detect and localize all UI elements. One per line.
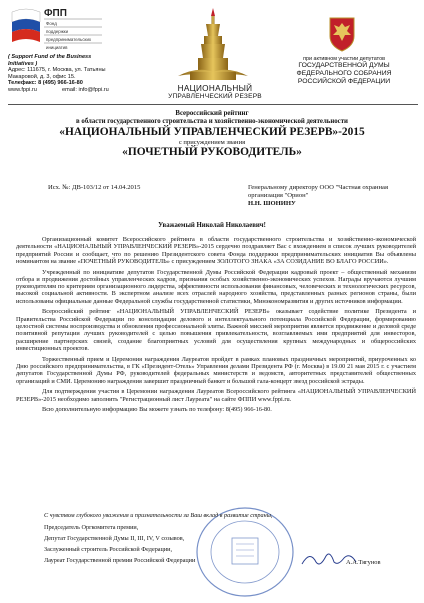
heading-line-2: в области государственного строительства и хозяйственно-экономической деятельности — [76, 118, 348, 125]
signatory-title: Председатель Оргкомитета премии, — [44, 524, 139, 531]
double-eagle-emblem-icon — [327, 14, 357, 52]
russian-flag-icon — [12, 9, 40, 42]
signatory-title: Лауреат Государственной премии Российской Федерации — [44, 557, 196, 564]
greeting: Уважаемый Николай Николаевич! — [158, 222, 266, 229]
addressee — [248, 184, 416, 208]
closing-line: С чувством глубокого уважения и признательности за Ваш вклад в развитие страны, — [44, 512, 273, 519]
fond-logo — [8, 6, 104, 52]
heading-award-pre: с присуждением звания — [178, 138, 246, 146]
duma-line-3: РОССИЙСКОЙ ФЕДЕРАЦИИ — [297, 78, 391, 85]
heading-title: «НАЦИОНАЛЬНЫЙ УПРАВЛЕНЧЕСКИЙ РЕЗЕРВ»-2015 — [59, 126, 365, 138]
center-title — [150, 84, 280, 100]
signatory-titles — [44, 522, 195, 566]
fond-logo-letters: ФПП — [44, 8, 67, 19]
addressee-line-1: Генеральному директору ООО "Частная охранная — [248, 184, 389, 191]
paragraph: Для подтверждения участия в Церемонии награждения Лауреатов Всероссийского рейтинга «НАЦИОНАЛЬНЫЙ УПРАВЛЕНЧЕСКИЙ РЕЗЕРВ»-2015 необходимо заполнить "Регистрационный лист Лауреата" на сайте ФППИ www.fppi.ru. — [16, 388, 416, 403]
addressee-name: Н.Н. ШОНИНУ — [248, 200, 296, 207]
heading-award: «ПОЧЕТНЫЙ РУКОВОДИТЕЛЬ» — [122, 146, 302, 158]
svg-text:Фонд: Фонд — [46, 21, 57, 26]
fond-address-1: Адрес: 111675, г. Москва, ул. Татьяны — [8, 67, 106, 74]
outgoing-reference: Исх. №: ДВ-103/12 от 14.04.2015 — [48, 184, 141, 191]
svg-text:поддержки: поддержки — [46, 29, 69, 34]
paragraph: Всю дополнительную информацию Вы можете узнать по телефону: 8(495) 966-16-80. — [42, 406, 272, 414]
paragraph: Всероссийский рейтинг «НАЦИОНАЛЬНЫЙ УПРАВЛЕНЧЕСКИЙ РЕЗЕРВ» оказывает содействие политике Президента и Правительства Российской Федерации по консолидации делового и интеллектуального потенциала Российской Федерации, формированию целостной системы воспроизводства и обновления профессиональной элиты. Важной миссией мероприятия является продвижение и деловой среде позитивной репутации лучших руководителей с целью повышения привлекательности, возглавляемых ими предприятий для инвесторов, расширение партнерских связей, создание благоприятных условий для осуществления крупных международных и общероссийских инвестиционных проектов. — [16, 308, 416, 352]
duma-line-1: ГОСУДАРСТВЕННОЙ ДУМЫ — [298, 62, 390, 69]
svg-text:инициатив: инициатив — [46, 45, 68, 50]
signatory-title: Депутат Государственной Думы II, III, IV, V созывов, — [44, 535, 185, 542]
heading-line-1: Всероссийский рейтинг — [175, 110, 249, 117]
paragraph: Организационный комитет Всероссийского рейтинга в области государственного строительства и хозяйственно-экономической деятельности «НАЦИОНАЛЬНЫЙ УПРАВЛЕНЧЕСКИЙ РЕЗЕРВ»-2015 сердечно поздравляет Вас с вхождением в список лучших руководителей предприятий России и сообщает, что по решению Президентского совета Фонда поддержки предпринимательских инициатив Вы объявлены номинантом на звание «ПОЧЕТНЫЙ РУКОВОДИТЕЛЬ» с присуждением ЗОЛОТОГО ЗНАКА «ЗА СОЗИДАНИЕ ВО БЛАГО РОССИИ». — [16, 236, 416, 265]
fond-web — [8, 87, 118, 94]
fond-site-link[interactable]: www.fppi.ru — [8, 86, 37, 93]
document-heading — [0, 110, 424, 159]
paragraph: Учрежденный по инициативе депутатов Государственной Думы Российской Федерации кадровый проект – общественный механизм отбора и продвижения достойных управленческих кадров, признания особых хозяйственно-экономических успехов. Награды вручаются лучшим руководителям по критериям организационного лидерства, эффективности использования финансовых, человеческих и технологических ресурсов, высокой социальной активности. В экспертном анализе всех отраслей народного хозяйства, представленных разных регионов страны, были использованы официальные данные Федеральной службы государственной статистики, Минэкономразвития и других источников информации. — [16, 268, 416, 305]
fond-address-2: Макаровой, д. 3, офис 15. — [8, 73, 76, 80]
center-title-main: НАЦИОНАЛЬНЫЙ — [177, 84, 253, 93]
kremlin-tower-emblem — [168, 6, 258, 86]
center-title-sub: УПРАВЛЕНЧЕСКИЙ РЕЗЕРВ — [168, 93, 262, 100]
svg-text:предпринимательских: предпринимательских — [46, 37, 92, 42]
fond-contacts — [8, 54, 118, 94]
letter-body — [16, 236, 416, 417]
paragraph: Торжественный прием и Церемония награждения Лауреатов пройдет в рамках плановых праздничных мероприятий, приуроченных ко Дню российского предпринимательства, в ГК «Президент-Отель» Управления делами Президента РФ (г. Москва) в 19.00 21 мая 2015 г. с участием депутатов Государственной Думы РФ, руководителей федеральных министерств и ведомств, авторитетных представителей общественных организаций и СМИ. Церемонию награждения завершит праздничный банкет и большой гала-концерт звезд российской эстрады. — [16, 355, 416, 385]
duma-caption — [272, 56, 416, 86]
star-icon — [211, 8, 215, 16]
signatory-title: Заслуженный строитель Российской Федерации, — [44, 546, 173, 553]
duma-line-2: ФЕДЕРАЛЬНОГО СОБРАНИЯ — [296, 70, 392, 77]
signer-name: А.А.Тягунов — [346, 559, 381, 566]
fond-email-link[interactable]: email: info@fppi.ru — [62, 86, 109, 93]
fond-name-en: ( Support Fund of the Business Initiatives ) — [8, 54, 92, 67]
addressee-line-2: организация "Орион" — [248, 192, 309, 199]
header-divider — [8, 104, 418, 105]
fond-phone: Телефакс: 8 (495) 966-16-80 — [8, 80, 83, 87]
duma-pre: при активном участии депутатов — [303, 56, 385, 62]
